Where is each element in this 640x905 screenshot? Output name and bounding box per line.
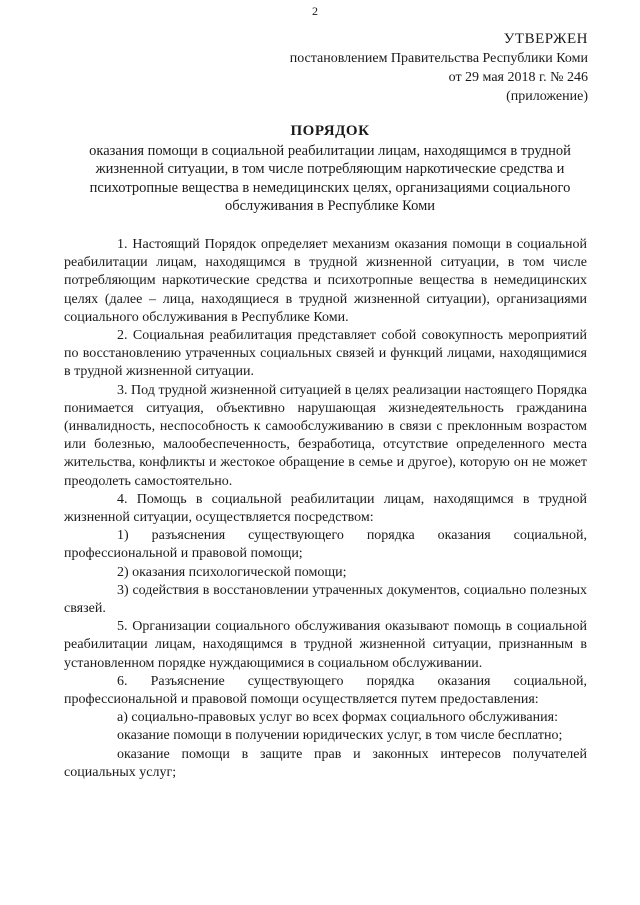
paragraph-2: 2. Социальная реабилитация представляет собой совокупность мероприятий по восстановлению утраченных социальных связей и функций лицами, находящимися в трудной жизненной ситуации. bbox=[64, 328, 587, 380]
paragraph-4-item-2: 2) оказания психологической помощи; bbox=[117, 564, 347, 580]
paragraph-4-item-1: 1) разъяснения существующего порядка оказания социальной, профессиональной и правовой помощи; bbox=[64, 528, 587, 562]
approval-line-resolution: постановлением Правительства Республики Коми bbox=[289, 51, 588, 66]
document-body bbox=[64, 236, 587, 782]
paragraph-3: 3. Под трудной жизненной ситуацией в целях реализации настоящего Порядка понимается ситуация, объективно нарушающая жизнедеятельность гражданина (инвалидность, неспособность к самообслуживанию в связи с преклонным возрастом или болезнью, малообеспеченность, безработица, отсутствие определенного места жительства, конфликты и жестокое обращение в семье и другое), которую он не может преодолеть самостоятельно. bbox=[64, 382, 587, 489]
paragraph-5: 5. Организации социального обслуживания оказывают помощь в социальной реабилитации лицам, находящимся в трудной жизненной ситуации, признанным в установленном порядке нуждающимися в социальном обслуживании. bbox=[64, 619, 587, 671]
page-number: 2 bbox=[312, 4, 318, 18]
approval-line-approved: УТВЕРЖЕН bbox=[503, 31, 588, 47]
approval-line-appendix: (приложение) bbox=[506, 89, 588, 104]
paragraph-6-item-a: а) социально-правовых услуг во всех формах социального обслуживания: bbox=[117, 710, 558, 726]
paragraph-4: 4. Помощь в социальной реабилитации лицам, находящимся в трудной жизненной ситуации, осуществляется посредством: bbox=[64, 491, 587, 526]
approval-line-date: от 29 мая 2018 г. № 246 bbox=[448, 70, 588, 85]
paragraph-1: 1. Настоящий Порядок определяет механизм оказания помощи в социальной реабилитации лицам, находящимся в трудной жизненной ситуации, в том числе потребляющим наркотические средства и психотропные вещества в немедицинских целях (далее – лица, находящиеся в трудной жизненной ситуации), организациями социального обслуживания в Республике Коми. bbox=[64, 237, 587, 325]
paragraph-6-item-a-1: оказание помощи в получении юридических услуг, в том числе бесплатно; bbox=[117, 728, 563, 744]
approval-stamp bbox=[290, 30, 588, 106]
document-title: ПОРЯДОК bbox=[290, 123, 370, 139]
paragraph-6: 6. Разъяснение существующего порядка оказания социальной, профессиональной и правовой помощи осуществляется путем предоставления: bbox=[64, 673, 587, 708]
document-header bbox=[60, 122, 600, 216]
paragraph-4-item-3: 3) содействия в восстановлении утраченных документов, социально полезных связей. bbox=[64, 582, 587, 617]
document-subtitle: оказания помощи в социальной реабилитации лицам, находящимся в трудной жизненной ситуации, в том числе потребляющим наркотические средства и психотропные вещества в немедицинских целях, организациями социального обслуживания в Республике Коми bbox=[89, 142, 571, 214]
paragraph-6-item-a-2: оказание помощи в защите прав и законных интересов получателей социальных услуг; bbox=[64, 746, 587, 780]
